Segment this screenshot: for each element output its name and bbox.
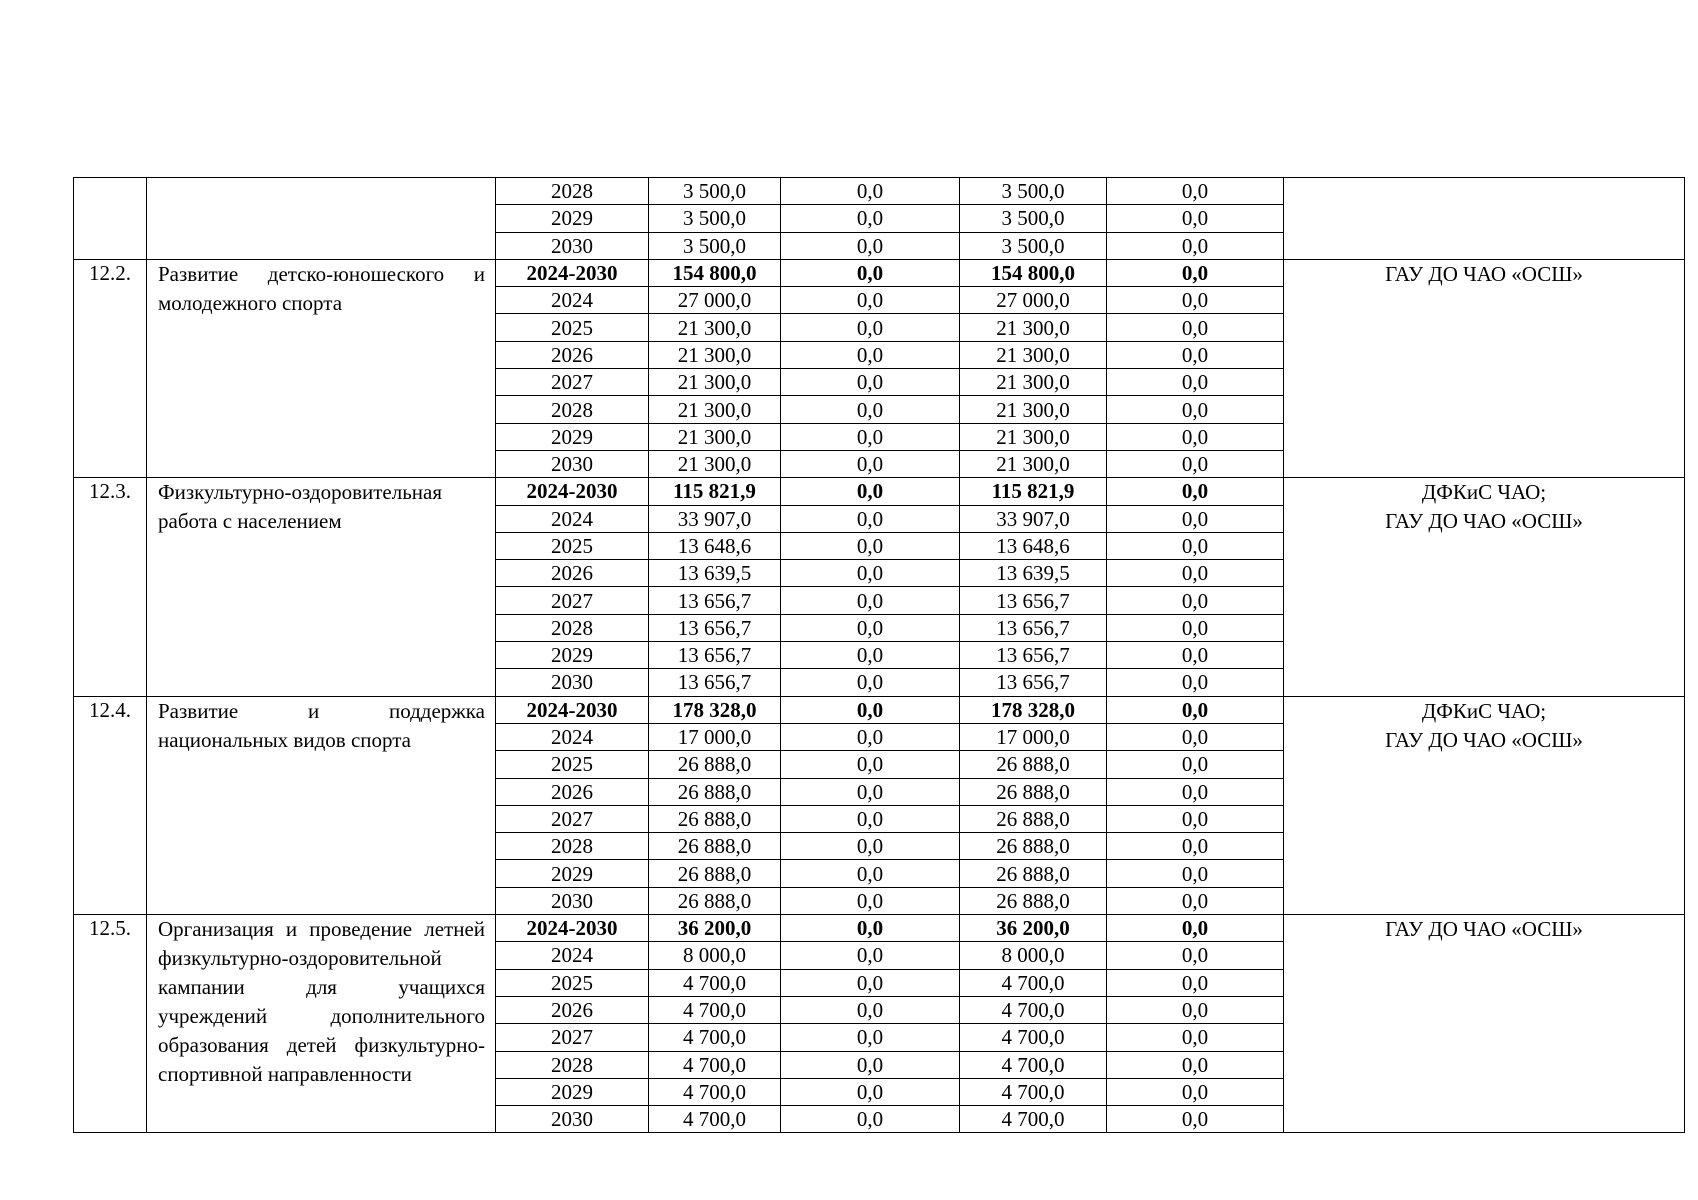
total-cell: 13 648,6 — [649, 532, 781, 559]
responsible-executor — [1284, 259, 1685, 477]
source-cell: 26 888,0 — [960, 833, 1107, 860]
source-cell: 4 700,0 — [960, 1051, 1107, 1078]
source-cell: 0,0 — [781, 614, 960, 641]
year-cell: 2024 — [496, 942, 649, 969]
source-cell: 0,0 — [781, 696, 960, 723]
responsible-executor — [1284, 478, 1685, 696]
source-cell: 0,0 — [1107, 423, 1284, 450]
budget-table — [73, 177, 1685, 1133]
year-cell: 2030 — [496, 887, 649, 914]
responsible-executor — [1284, 915, 1685, 1133]
source-cell: 0,0 — [1107, 341, 1284, 368]
source-cell: 0,0 — [1107, 587, 1284, 614]
total-cell: 115 821,9 — [649, 478, 781, 505]
source-cell: 0,0 — [1107, 259, 1284, 286]
table-total-row — [74, 696, 1685, 723]
source-cell: 115 821,9 — [960, 478, 1107, 505]
source-cell: 178 328,0 — [960, 696, 1107, 723]
source-cell: 26 888,0 — [960, 887, 1107, 914]
source-cell: 0,0 — [781, 942, 960, 969]
source-cell: 0,0 — [781, 887, 960, 914]
source-cell: 0,0 — [1107, 178, 1284, 205]
source-cell: 0,0 — [1107, 1106, 1284, 1133]
total-cell: 21 300,0 — [649, 423, 781, 450]
total-cell: 26 888,0 — [649, 860, 781, 887]
source-cell: 0,0 — [781, 860, 960, 887]
source-cell: 4 700,0 — [960, 969, 1107, 996]
source-cell: 0,0 — [1107, 833, 1284, 860]
year-cell: 2026 — [496, 778, 649, 805]
item-number — [74, 178, 147, 260]
source-cell: 0,0 — [1107, 723, 1284, 750]
source-cell: 27 000,0 — [960, 287, 1107, 314]
source-cell: 13 656,7 — [960, 642, 1107, 669]
source-cell: 0,0 — [781, 587, 960, 614]
year-cell: 2024-2030 — [496, 696, 649, 723]
item-number: 12.3. — [74, 478, 147, 696]
year-cell: 2030 — [496, 1106, 649, 1133]
source-cell: 0,0 — [781, 532, 960, 559]
responsible-line: ГАУ ДО ЧАО «ОСШ» — [1385, 509, 1583, 534]
source-cell: 26 888,0 — [960, 860, 1107, 887]
source-cell: 0,0 — [781, 341, 960, 368]
total-cell: 13 656,7 — [649, 587, 781, 614]
source-cell: 3 500,0 — [960, 232, 1107, 259]
source-cell: 0,0 — [1107, 1078, 1284, 1105]
total-cell: 178 328,0 — [649, 696, 781, 723]
total-cell: 154 800,0 — [649, 259, 781, 286]
total-cell: 27 000,0 — [649, 287, 781, 314]
source-cell: 0,0 — [781, 642, 960, 669]
source-cell: 0,0 — [1107, 696, 1284, 723]
year-cell: 2029 — [496, 205, 649, 232]
source-cell: 0,0 — [1107, 751, 1284, 778]
total-cell: 26 888,0 — [649, 805, 781, 832]
source-cell: 21 300,0 — [960, 396, 1107, 423]
source-cell: 0,0 — [1107, 915, 1284, 942]
year-cell: 2029 — [496, 423, 649, 450]
total-cell: 4 700,0 — [649, 996, 781, 1023]
source-cell: 0,0 — [781, 778, 960, 805]
source-cell: 0,0 — [1107, 669, 1284, 696]
total-cell: 4 700,0 — [649, 1024, 781, 1051]
responsible-executor — [1284, 178, 1685, 260]
source-cell: 8 000,0 — [960, 942, 1107, 969]
year-cell: 2028 — [496, 614, 649, 641]
total-cell: 33 907,0 — [649, 505, 781, 532]
source-cell: 13 656,7 — [960, 587, 1107, 614]
source-cell: 0,0 — [781, 478, 960, 505]
source-cell: 0,0 — [1107, 287, 1284, 314]
source-cell: 0,0 — [1107, 314, 1284, 341]
source-cell: 0,0 — [1107, 614, 1284, 641]
source-cell: 0,0 — [781, 369, 960, 396]
source-cell: 154 800,0 — [960, 259, 1107, 286]
source-cell: 0,0 — [1107, 478, 1284, 505]
total-cell: 26 888,0 — [649, 778, 781, 805]
total-cell: 3 500,0 — [649, 178, 781, 205]
source-cell: 13 639,5 — [960, 560, 1107, 587]
year-cell: 2026 — [496, 560, 649, 587]
responsible-line: ДФКиС ЧАО; — [1421, 698, 1547, 723]
year-cell: 2030 — [496, 669, 649, 696]
source-cell: 0,0 — [1107, 887, 1284, 914]
source-cell: 21 300,0 — [960, 341, 1107, 368]
item-name: Организация и проведение летней физкультурно-оздоровительной кампании для учащихся учреждений дополнительного образования детей физкультурно-спортивной направленности — [147, 915, 496, 1133]
total-cell: 4 700,0 — [649, 1051, 781, 1078]
source-cell: 0,0 — [781, 996, 960, 1023]
source-cell: 21 300,0 — [960, 369, 1107, 396]
year-cell: 2025 — [496, 314, 649, 341]
responsible-line: ГАУ ДО ЧАО «ОСШ» — [1385, 917, 1583, 942]
source-cell: 0,0 — [781, 669, 960, 696]
total-cell: 3 500,0 — [649, 205, 781, 232]
total-cell: 17 000,0 — [649, 723, 781, 750]
item-number: 12.4. — [74, 696, 147, 914]
source-cell: 13 656,7 — [960, 614, 1107, 641]
year-cell: 2028 — [496, 178, 649, 205]
source-cell: 0,0 — [781, 205, 960, 232]
source-cell: 0,0 — [1107, 369, 1284, 396]
source-cell: 0,0 — [1107, 969, 1284, 996]
source-cell: 0,0 — [781, 450, 960, 477]
year-cell: 2026 — [496, 996, 649, 1023]
total-cell: 21 300,0 — [649, 450, 781, 477]
source-cell: 0,0 — [1107, 532, 1284, 559]
source-cell: 21 300,0 — [960, 423, 1107, 450]
year-cell: 2024 — [496, 505, 649, 532]
source-cell: 21 300,0 — [960, 314, 1107, 341]
source-cell: 0,0 — [1107, 642, 1284, 669]
item-name — [147, 178, 496, 260]
source-cell: 3 500,0 — [960, 205, 1107, 232]
source-cell: 0,0 — [781, 833, 960, 860]
source-cell: 0,0 — [1107, 805, 1284, 832]
source-cell: 0,0 — [781, 287, 960, 314]
source-cell: 0,0 — [781, 723, 960, 750]
source-cell: 17 000,0 — [960, 723, 1107, 750]
source-cell: 0,0 — [781, 560, 960, 587]
table-total-row — [74, 478, 1685, 505]
item-name: Развитие детско-юношеского и молодежного спорта — [147, 259, 496, 477]
total-cell: 4 700,0 — [649, 1106, 781, 1133]
year-cell: 2028 — [496, 833, 649, 860]
source-cell: 0,0 — [781, 259, 960, 286]
responsible-line: ДФКиС ЧАО; — [1421, 480, 1547, 505]
budget-table-body — [74, 178, 1685, 1133]
table-row — [74, 178, 1685, 205]
source-cell: 21 300,0 — [960, 450, 1107, 477]
source-cell: 0,0 — [1107, 1024, 1284, 1051]
table-total-row — [74, 915, 1685, 942]
table-total-row — [74, 259, 1685, 286]
year-cell: 2024 — [496, 723, 649, 750]
year-cell: 2027 — [496, 805, 649, 832]
total-cell: 13 656,7 — [649, 669, 781, 696]
source-cell: 0,0 — [1107, 505, 1284, 532]
total-cell: 26 888,0 — [649, 887, 781, 914]
year-cell: 2029 — [496, 860, 649, 887]
year-cell: 2027 — [496, 1024, 649, 1051]
total-cell: 13 656,7 — [649, 642, 781, 669]
year-cell: 2028 — [496, 396, 649, 423]
source-cell: 0,0 — [1107, 232, 1284, 259]
source-cell: 0,0 — [781, 396, 960, 423]
source-cell: 0,0 — [781, 805, 960, 832]
total-cell: 4 700,0 — [649, 1078, 781, 1105]
source-cell: 0,0 — [781, 314, 960, 341]
total-cell: 26 888,0 — [649, 833, 781, 860]
total-cell: 3 500,0 — [649, 232, 781, 259]
source-cell: 0,0 — [781, 505, 960, 532]
source-cell: 33 907,0 — [960, 505, 1107, 532]
source-cell: 0,0 — [1107, 778, 1284, 805]
year-cell: 2028 — [496, 1051, 649, 1078]
source-cell: 0,0 — [781, 1106, 960, 1133]
year-cell: 2025 — [496, 532, 649, 559]
item-name: Развитие и поддержка национальных видов спорта — [147, 696, 496, 914]
total-cell: 21 300,0 — [649, 369, 781, 396]
total-cell: 26 888,0 — [649, 751, 781, 778]
source-cell: 13 656,7 — [960, 669, 1107, 696]
responsible-line: ГАУ ДО ЧАО «ОСШ» — [1385, 727, 1583, 752]
source-cell: 0,0 — [781, 232, 960, 259]
source-cell: 0,0 — [781, 751, 960, 778]
source-cell: 0,0 — [1107, 1051, 1284, 1078]
responsible-executor — [1284, 696, 1685, 914]
source-cell: 26 888,0 — [960, 778, 1107, 805]
year-cell: 2024-2030 — [496, 915, 649, 942]
source-cell: 4 700,0 — [960, 996, 1107, 1023]
year-cell: 2024 — [496, 287, 649, 314]
responsible-line: ГАУ ДО ЧАО «ОСШ» — [1385, 261, 1583, 286]
year-cell: 2029 — [496, 1078, 649, 1105]
source-cell: 0,0 — [1107, 942, 1284, 969]
item-number: 12.5. — [74, 915, 147, 1133]
total-cell: 21 300,0 — [649, 314, 781, 341]
year-cell: 2030 — [496, 232, 649, 259]
year-cell: 2027 — [496, 587, 649, 614]
year-cell: 2026 — [496, 341, 649, 368]
source-cell: 0,0 — [781, 178, 960, 205]
year-cell: 2030 — [496, 450, 649, 477]
source-cell: 4 700,0 — [960, 1024, 1107, 1051]
year-cell: 2025 — [496, 751, 649, 778]
total-cell: 13 656,7 — [649, 614, 781, 641]
source-cell: 0,0 — [781, 1051, 960, 1078]
item-number: 12.2. — [74, 259, 147, 477]
year-cell: 2029 — [496, 642, 649, 669]
total-cell: 21 300,0 — [649, 341, 781, 368]
source-cell: 4 700,0 — [960, 1106, 1107, 1133]
year-cell: 2027 — [496, 369, 649, 396]
year-cell: 2024-2030 — [496, 259, 649, 286]
total-cell: 21 300,0 — [649, 396, 781, 423]
source-cell: 0,0 — [1107, 560, 1284, 587]
total-cell: 8 000,0 — [649, 942, 781, 969]
source-cell: 0,0 — [1107, 860, 1284, 887]
source-cell: 0,0 — [781, 915, 960, 942]
source-cell: 36 200,0 — [960, 915, 1107, 942]
source-cell: 26 888,0 — [960, 805, 1107, 832]
source-cell: 0,0 — [781, 1078, 960, 1105]
item-name: Физкультурно-оздоровительная работа с населением — [147, 478, 496, 696]
source-cell: 13 648,6 — [960, 532, 1107, 559]
total-cell: 4 700,0 — [649, 969, 781, 996]
source-cell: 26 888,0 — [960, 751, 1107, 778]
year-cell: 2025 — [496, 969, 649, 996]
source-cell: 0,0 — [781, 423, 960, 450]
year-cell: 2024-2030 — [496, 478, 649, 505]
source-cell: 4 700,0 — [960, 1078, 1107, 1105]
source-cell: 0,0 — [1107, 450, 1284, 477]
source-cell: 0,0 — [1107, 396, 1284, 423]
source-cell: 3 500,0 — [960, 178, 1107, 205]
total-cell: 36 200,0 — [649, 915, 781, 942]
source-cell: 0,0 — [1107, 996, 1284, 1023]
source-cell: 0,0 — [1107, 205, 1284, 232]
source-cell: 0,0 — [781, 969, 960, 996]
total-cell: 13 639,5 — [649, 560, 781, 587]
source-cell: 0,0 — [781, 1024, 960, 1051]
